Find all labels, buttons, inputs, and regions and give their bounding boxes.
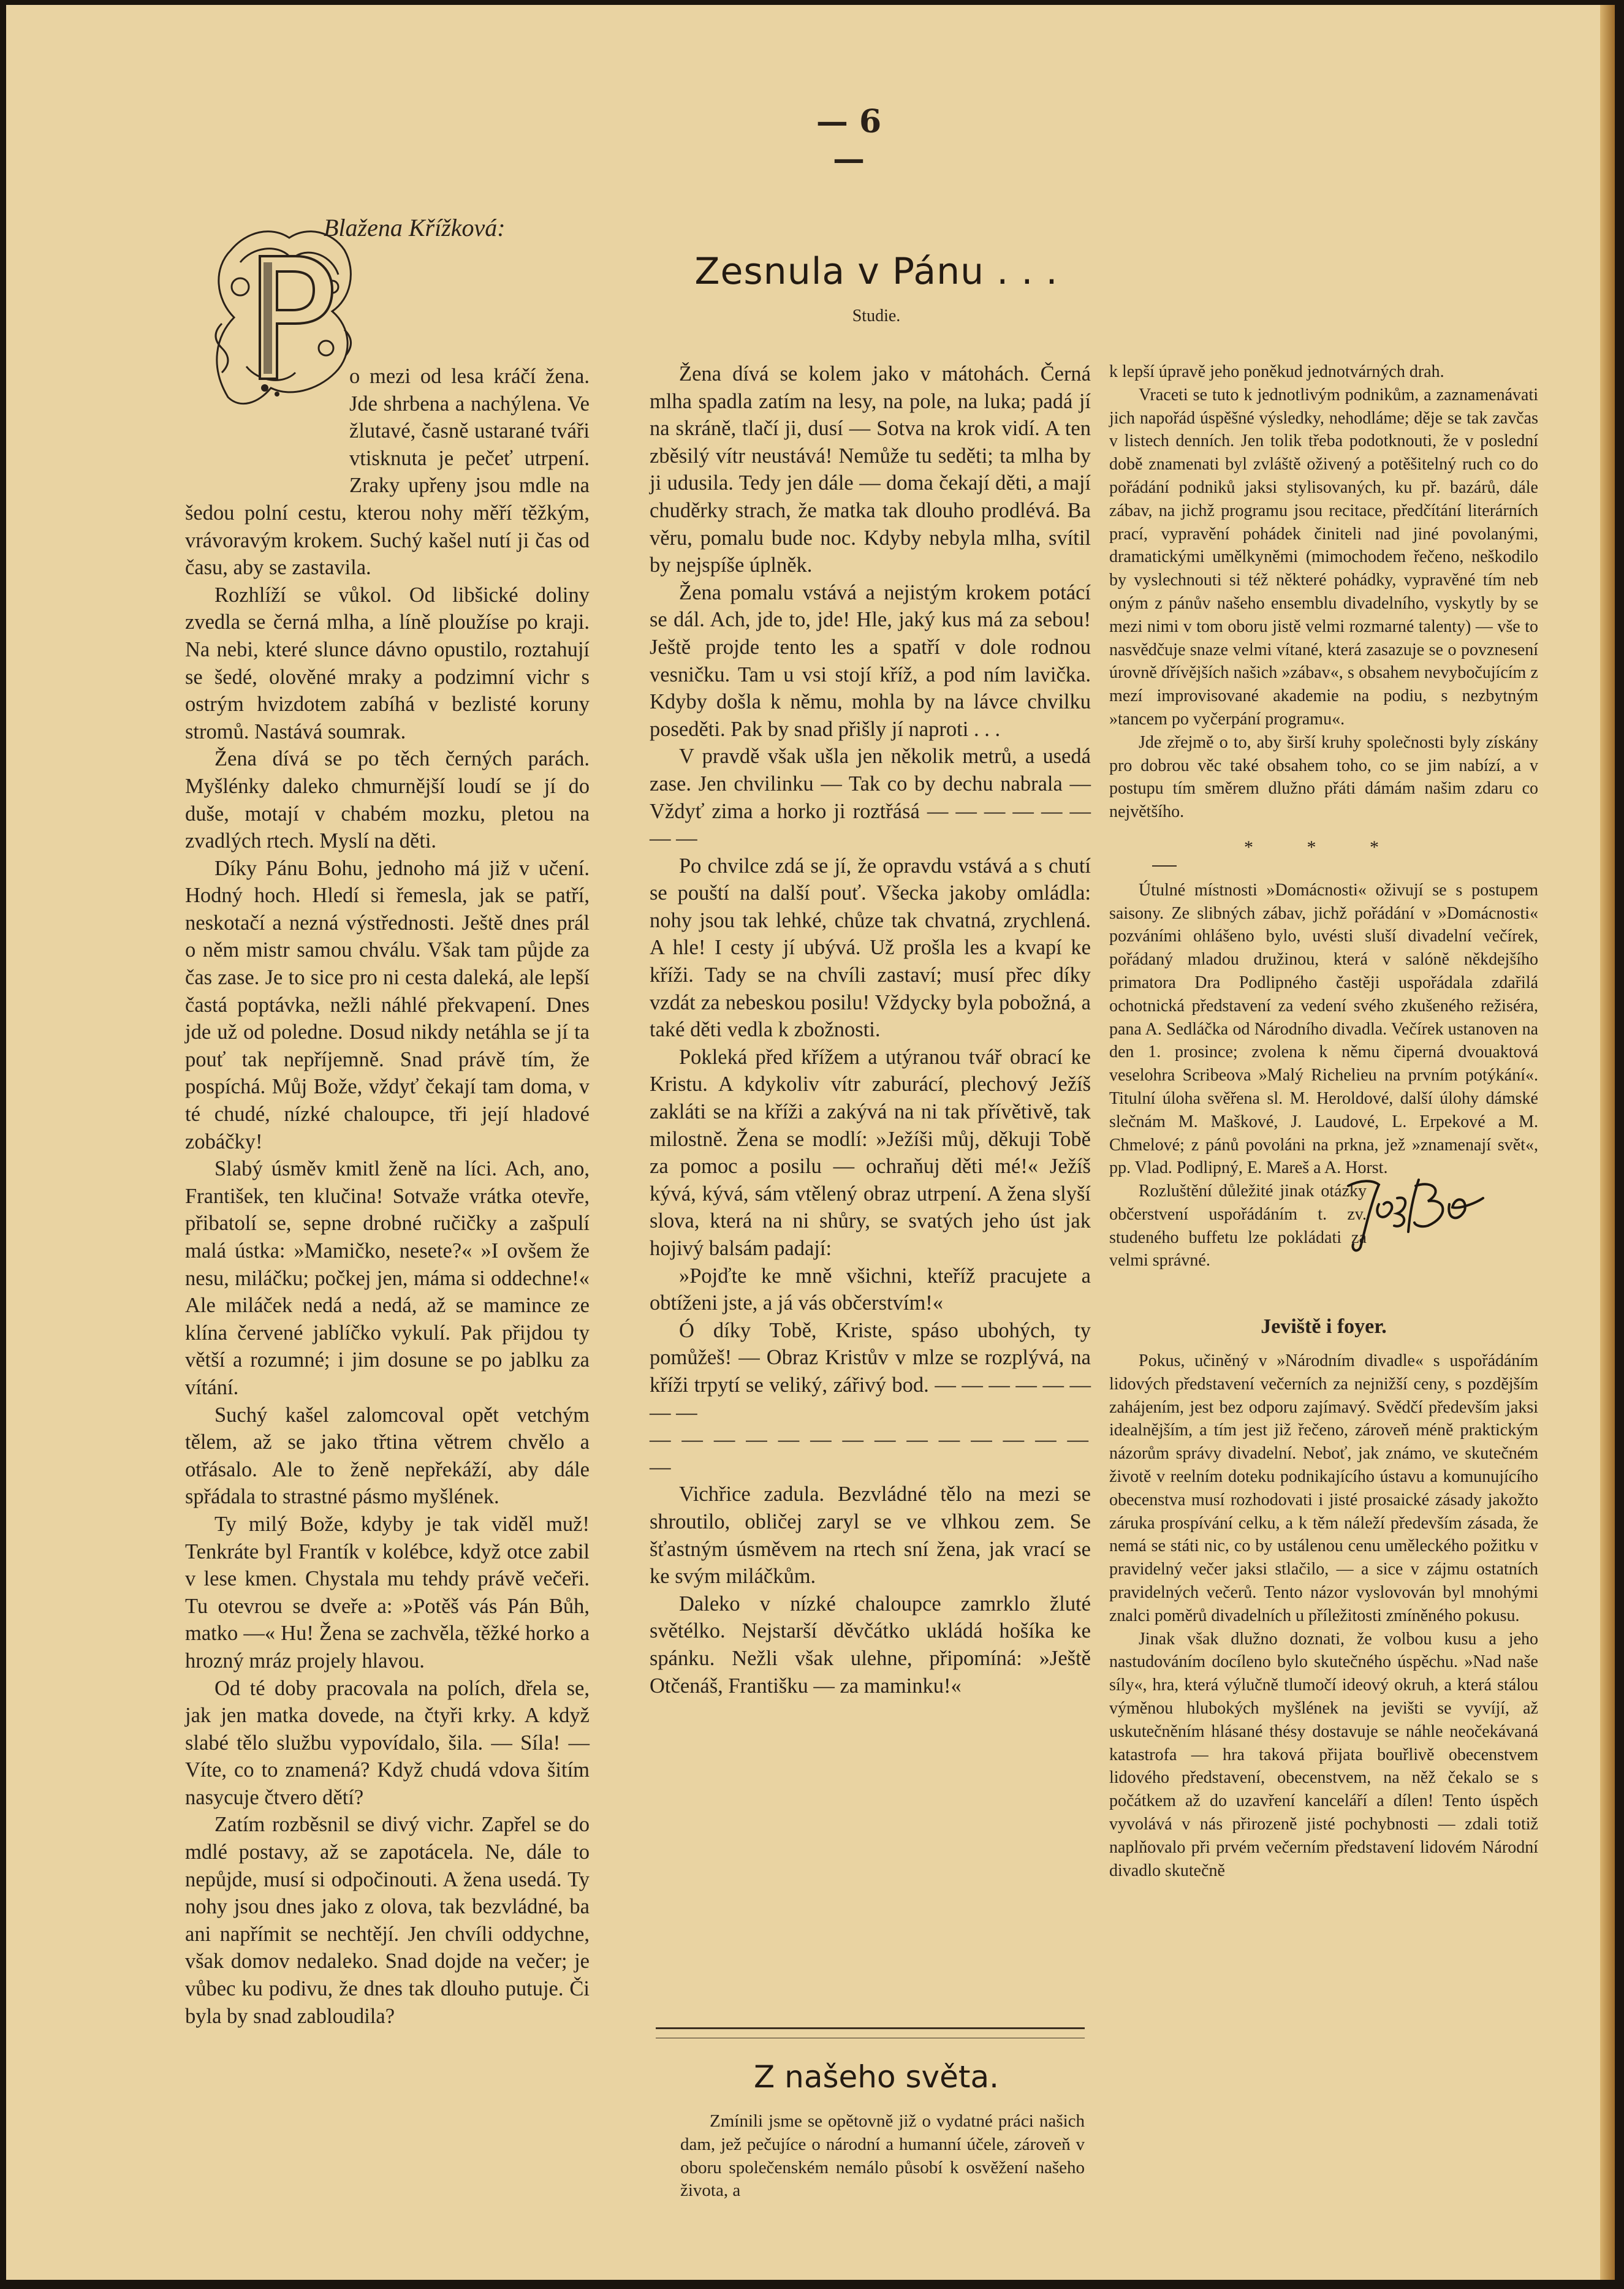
paragraph: Rozluštění důležité jinak otázky občerstvení uspořádáním t. zv. studeného buffetu lze pokládati za velmi správné.	[1109, 1182, 1367, 1270]
paragraph: Pokleká před křížem a utýranou tvář obrací ke Kristu. A kdykoliv vítr zaburácí, plechový Ježíš zakláti se na kříži a zakývá na ni tak přívětivě, tak milostně. Žena se modlí: »Ježíši můj, děkuji Tobě za pomoc a posilu — ochraňuj děti mé!« Ježíš kývá, kývá, sám vtělený obraz utrpení. A žena slyší slova, která na ni shůry, se svatých jeho úst jak hojivý balsám padají:	[650, 1045, 1091, 1260]
paragraph: Žena dívá se kolem jako v mátohách. Černá mlha spadla zatím na lesy, na pole, na luka; padá jí na skráně, tlačí ji, dusí — Sotva na krok vidí. A ten zběsilý vítr neustává! Nemůže tu seděti; ta mlha by ji udusila. Tedy jen dále — doma čekají děti, a mají chuděrky strach, že matka tak dlouho prodlévá. Ba věru, pomalu bude noc. Kdyby nebyla mlha, svítil by nejspíše úplněk.	[650, 362, 1091, 577]
paragraph: Rozhlíží se vůkol. Od libšické doliny zvedla se černá mlha, a líně ploužíse po kraji. Na nebi, které slunce dávno opustilo, roztahují se šedé, olověné mraky a podzimní vichr s ostrým hvizdotem zabíhá v bezlisté koruny stromů. Nastává soumrak.	[185, 583, 590, 743]
paragraph: Zmínili jsme se opětovně již o vydatné práci našich dam, jež pečujíce o národní a humanní účele, zároveň v oboru společenském nemálo působí k osvěžení našeho života, a	[680, 2111, 1085, 2201]
dash-line: — — — — — — — — — — — — — — —	[650, 1428, 1091, 1479]
column-1	[185, 207, 590, 2030]
section-title: Z našeho světa.	[754, 2059, 999, 2095]
section-title-jeviste: Jeviště i foyer.	[1261, 1315, 1387, 1338]
newspaper-page	[6, 5, 1615, 2280]
paragraph: Vichřice zadula. Bezvládné tělo na mezi se shroutilo, obličej zaryl se ve vlhkou zem. Se šťastným úsměvem na rtech sní žena, jak vrací se ke svým miláčkům.	[650, 1482, 1091, 1589]
handwritten-signature	[1336, 1161, 1489, 1253]
paragraph: o mezi od lesa kráčí žena. Jde shrbena a nachýlena. Ve žlutavé, časně ustarané tváři vtisknuta je pečeť utrpení. Zraky upřeny jsou mdle na šedou polní cestu, kterou nohy měří těžkým, vrávoravým krokem. Suchý kašel nutí ji čas od času, aby se zastavila.	[185, 365, 590, 580]
story-subtitle: Studie.	[852, 306, 901, 325]
section-stars: * * *	[1244, 837, 1403, 857]
column-3	[1109, 360, 1538, 1882]
paragraph: Po chvilce zdá se jí, že opravdu vstává a s chutí se pouští na další pouť. Všecka jakoby omládla: nohy jsou tak lehké, chůze tak chvatná, zrychlená. A hle! I cesty jí ubývá. Už prošla les a kvapí ke kříži. Tady se na chvíli zastaví; musí přec díky vzdát za nebeskou posilu! Vždycky byla pobožná, a také děti vedla k zbožnosti.	[650, 854, 1091, 1042]
story-title: Zesnula v Pánu . . .	[694, 250, 1058, 293]
column-2	[650, 360, 1091, 1699]
short-rule	[1152, 865, 1177, 867]
paragraph: Ty milý Bože, kdyby je tak viděl muž! Tenkráte byl Frantík v kolébce, když otce zabil v lese kmen. Chystala mu tehdy právě večeři. Tu otevrou se dveře a: »Potěš vás Pán Bůh, matko —« Hu! Žena se zachvěla, těžké horko a hrozný mráz projely hlavou.	[185, 1512, 590, 1672]
paragraph: Díky Pánu Bohu, jednoho má již v učení. Hodný hoch. Hledí si řemesla, jak se patří, neskotačí a nezná výstřednosti. Ještě dnes prál o něm mistr samou chválu. Však tam půjde za čas zase. Je to sice pro ni cesta daleká, ale lepší častá poptávka, nežli náhlé překvapení. Dnes jde už od poledne. Dosud nikdy netáhla se jí ta pouť tak nepříjemně. Snad právě tím, že pospíchá. Můj Bože, vždyť čekají tam doma, v té chudé, nízké chaloupce, tři její hladové zobáčky!	[185, 856, 590, 1153]
paragraph: Vraceti se tuto k jednotlivým podnikům, a zaznamenávati jich napořád úspěšné výsledky, nehodláme; děje se tak zavčas v listech denních. Jen tolik třeba podotknouti, že v poslední době znamenati byl zvláště oživený a potěšitelný ruch co do pořádání podniků jaksi stylisovaných, ku př. bazárů, dále zábav, na jichž programu jsou recitace, předčítání literárních prací, vypravění pohádek činiteli nad jiné povolanými, dramatickými umělkyněmi (mimochodem řečeno, neškodilo by vyslechnouti si též některé pohádky, vypravěné tím neb oným z pánův našeho ensemblu divadelního, vyskytly by se mezi nimi v tom oboru jistě velmi rozmarné talenty) — vše to nasvědčuje snaze velmi vítané, která zasazuje se o povznesení úrovně dřívějších našich »zábav«, s obsahem nevybočujícím z mezí improvisované akademie na podiu, s nezbytným »tancem po vyčerpání programu«.	[1109, 385, 1538, 729]
page-number: — 6 —	[816, 103, 882, 178]
paragraph: Útulné místnosti »Domácnosti« oživují se s postupem saisony. Ze slibných zábav, jichž pořádání v »Domácnosti« pozváními ohlášeno bylo, uvésti sluší divadelní večírek, pořádaný mladou družinou, která v salóně někdejšího primatora Dra Podlipného častěji uspořádala zdařilá ochotnická představení za vedení svého zkušeného režiséra, pana A. Sedláčka od Národního divadla. Večírek ustanoven na den 1. prosince; zvolena k němu čiperná dvouaktová veselohra Scribeova »Malý Richelieu na prvním potýkání«. Titulní úloha svěřena sl. M. Heroldové, další úlohy dámské slečnám M. Maškové, J. Laudové, L. Erpekové a M. Chmelové; z pánů povoláni na prkna, jež »znamenají svět«, pp. Vlad. Podlipný, E. Mareš a A. Horst.	[1109, 880, 1538, 1178]
paragraph: k lepší úpravě jeho poněkud jednotvárných drah.	[1109, 362, 1444, 381]
paragraph: Jinak však dlužno doznati, že volbou kusu a jeho nastudováním docíleno bylo skutečného úspěchu. »Nad naše síly«, hra, která výlučně tlumočí ideový okruh, a která stálou výměnou hlubokých myšlének na jevišti se vyvíjí, až uskutečněním hlásané thésy dostavuje se náhle neočekávaná katastrofa — hra taková přijata bouřlivě obecenstvem lidového představení, obecenstvem, na něž čekalo se s počátkem až do uzavření kanceláří a dílen! Tento úspěch vyvolává v nás přirozeně jisté pochybnosti — zdali totiž naplňovalo při prvém večerním představení lidovém Národní divadlo skutečně	[1109, 1629, 1538, 1880]
paragraph: Žena pomalu vstává a nejistým krokem potácí se dál. Ach, jde to, jde! Hle, jaký kus má za sebou! Ještě projde tento les a spatří v dole rodnou vesničku. Tam u vsi stojí kříž, a pod ním lavička. Kdyby došla k němu, mohla by na lávce chvilku poseděti. Pak by snad přišly jí naproti . . .	[650, 580, 1091, 741]
paragraph: Suchý kašel zalomcoval opět vetchým tělem, až se jako třtina větrem chvělo a otřásalo. Ale to ženě nepřekáží, aby dále spřádala to strastné pásmo myšlének.	[185, 1403, 590, 1509]
section-divider	[656, 2027, 1085, 2038]
paragraph: Jde zřejmě o to, aby širší kruhy společnosti byly získány pro dobrou věc také obsahem toho, co se jim nabízí, a v postupu tím směrem dlužno přáti dámám našim zdaru co největšího.	[1109, 732, 1538, 822]
paragraph: »Pojďte ke mně všichni, kteříž pracujete a obtíženi jste, a já vás občerstvím!«	[650, 1264, 1091, 1315]
paragraph: Zatím rozběsnil se divý vichr. Zapřel se do mdlé postavy, až se zapotácela. Ne, dále to nepůjde, musí si odpočinouti. A žena usedá. Ty nohy jsou dnes jako z olova, tak bezvládné, ba ani napřímit se nechtějí. Jen chvíli oddychne, však domov nedaleko. Snad dojde na večer; je vůbec ku podivu, že dnes tak dlouho putuje. Či byla by snad zabloudila?	[185, 1813, 590, 2028]
paragraph: Daleko v nízké chaloupce zamrklo žluté světélko. Nejstarší děvčátko ukládá hošíka ke spánku. Nežli však ulehne, připomíná: »Ještě Otčenáš, Františku — za maminku!«	[650, 1592, 1091, 1698]
paragraph: Žena dívá se po těch černých parách. Myšlénky daleko chmurnější loudí se jí do duše, motají v chabém mozku, pletou na zvadlých rtech. Myslí na děti.	[185, 747, 590, 853]
paragraph: Ó díky Tobě, Kriste, spáso ubohých, ty pomůžeš! — Obraz Kristův v mlze se rozplývá, na kříži trpytí se veliký, zářivý bod. — — — — — — — —	[650, 1318, 1091, 1424]
paragraph: Od té doby pracovala na polích, dřela se, jak jen matka dovede, na čtyři krky. A když slabé tělo službu vypovídalo, šila. — Síla! — Víte, co to znamená? Když chudá vdova šitím nasycuje čtvero dětí?	[185, 1676, 590, 1809]
paragraph: Slabý úsměv kmitl ženě na líci. Ach, ano, František, ten klučina! Sotvaže vrátka otevře, přibatolí se, sepne drobné ručičky a zašpulí malá ústka: »Mamičko, nesete?« »I ovšem že nesu, miláčku; počkej jen, máma si oddechne!« Ale miláček nedá a nedá, až se mamince ze klína červené jablíčko vykulí. Pak přijdou ty větší a rozumné; i jim dosune se po jablku za vítání.	[185, 1157, 590, 1399]
page-edge	[1600, 5, 1615, 2280]
paragraph: V pravdě však ušla jen několik metrů, a usedá zase. Jen chvilinku — Tak co by dechu nabrala — Vždyť zima a horko ji roztřásá — — — — — — — —	[650, 745, 1091, 851]
author-byline: Blažena Křížková:	[324, 214, 506, 241]
paragraph: Pokus, učiněný v »Národním divadle« s uspořádáním lidových představení večerních za nejnižší ceny, s pozdějším zahájením, jest bez odporu zajímavý. Svědčí především jaksi idealnějším, a tím jest již řečeno, zároveň méně praktickým názorům správy divadelní. Neboť, jak známo, ve skutečném životě v reelním doteku podnikajícího ústavu a komunujícího obecenstva musí rozhodovati i jisté prosaické zásady jakožto záruka prospívání celku, a k těm náleží především zásada, že nemá se státi nic, co by ustálenou cenu uměleckého požitku v pravidelný večer jaksi stlačilo, — a sice v zájmu ostatních pravidelných večerů. Tento názor vyslovován byl mnohými znalci poměrů divadelních u příležitosti zmíněného pokusu.	[1109, 1351, 1538, 1625]
column-2-section	[680, 2110, 1085, 2203]
